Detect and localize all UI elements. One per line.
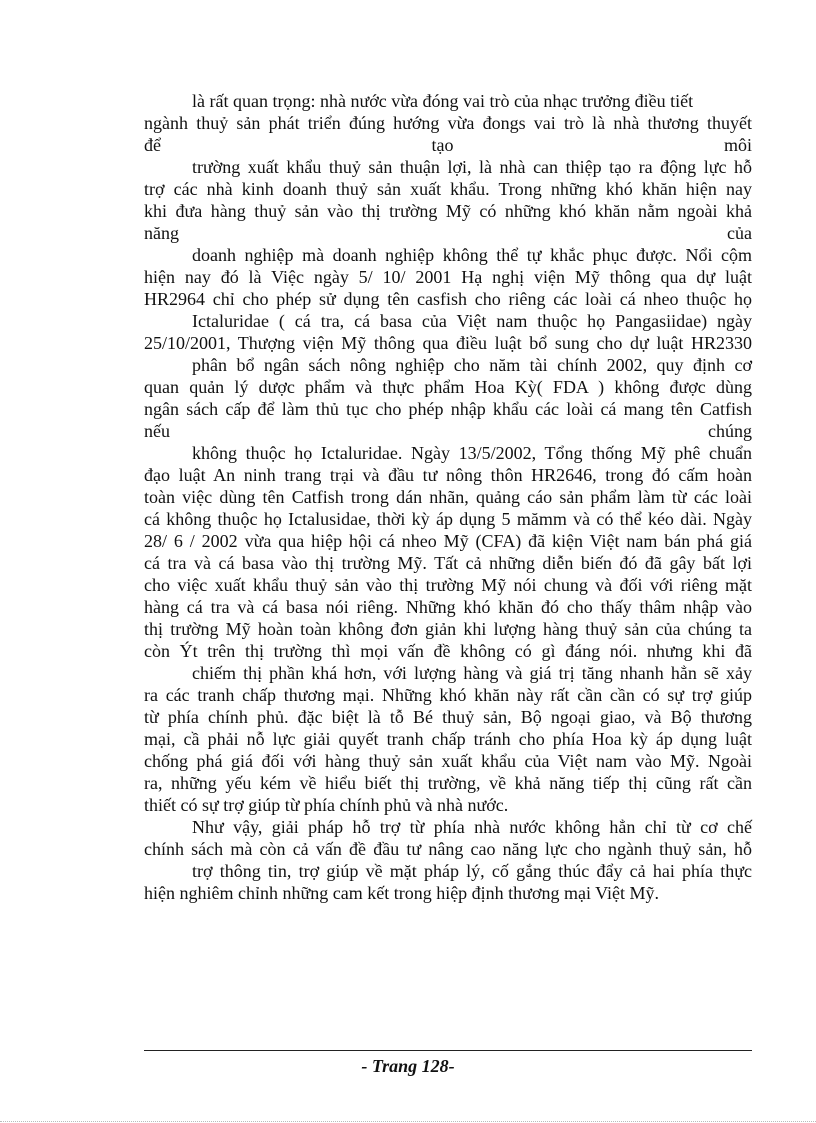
text-line: thị trường Mỹ hoàn toàn không đơn giản khi lượng hàng thuỷ sản của chúng ta — [144, 619, 752, 639]
text-word: để — [144, 135, 161, 155]
footer-divider — [144, 1050, 752, 1051]
text-word: tạo — [431, 135, 454, 155]
text-line: doanh nghiệp mà doanh nghiệp không thể tự khắc phục được. Nổi cộm — [192, 245, 752, 265]
text-line: toàn việc dùng tên Catfish trong dán nhãn, quảng cáo sản phẩm làm từ các loài — [144, 487, 752, 507]
text-line: từ phía chính phủ. đặc biệt là tỗ Bé thuỷ sản, Bộ ngoại giao, và Bộ thương — [144, 707, 752, 727]
text-line: quan quản lý dược phẩm và thực phẩm Hoa Kỳ( FDA ) không được dùng — [144, 377, 752, 397]
text-line: cá không thuộc họ Ictalusidae, thời kỳ áp dụng 5 mămm và có thể kéo dài. Ngày — [144, 509, 752, 529]
text-line: mại, cầ phải nỗ lực giải quyết tranh chấp tránh cho phía Hoa kỳ áp dụng luật — [144, 729, 752, 749]
text-line: ngân sách cấp để làm thủ tục cho phép nhập khẩu các loài cá mang tên Catfish — [144, 399, 752, 419]
text-word: năng — [144, 223, 179, 243]
text-line: hiện nghiêm chỉnh những cam kết trong hiệp định thương mại Việt Mỹ. — [144, 883, 660, 903]
text-line: trợ các nhà kinh doanh thuỷ sản xuất khẩu. Trong những khó khăn hiện nay — [144, 179, 752, 199]
text-line: ngành thuỷ sản phát triển đúng hướng vừa đongs vai trò là nhà thương thuyết — [144, 113, 752, 133]
text-line: thiết có sự trợ giúp từ phía chính phủ và nhà nước. — [144, 795, 509, 815]
text-line: ra các tranh chấp thương mại. Những khó khăn này rất cần cần có sự trợ giúp — [144, 685, 752, 705]
text-line: hiện nay đó là Việc ngày 5/ 10/ 2001 Hạ nghị viện Mỹ thông qua dự luật — [144, 267, 752, 287]
text-line: trợ thông tin, trợ giúp về mặt pháp lý, cố gắng thúc đẩy cả hai phía thực — [192, 861, 752, 881]
page-bottom-border — [0, 1121, 816, 1122]
text-line-split — [144, 420, 752, 442]
text-line: Ictaluridae ( cá tra, cá basa của Việt nam thuộc họ Pangasiidae) ngày — [192, 311, 752, 331]
text-line: phân bổ ngân sách nông nghiệp cho năm tài chính 2002, quy định cơ — [192, 355, 752, 375]
text-word: của — [727, 223, 752, 243]
text-line: không thuộc họ Ictaluridae. Ngày 13/5/2002, Tổng thống Mỹ phê chuẩn — [192, 443, 752, 463]
text-line: 25/10/2001, Thượng viện Mỹ thông qua điều luật bổ sung cho dự luật HR2330 — [144, 333, 752, 353]
text-line: chống phá giá đối với hàng thuỷ sản xuất khẩu của Việt nam vào Mỹ. Ngoài — [144, 751, 752, 771]
text-line: cá tra và cá basa vào thị trường Mỹ. Tất cả những diễn biến đó đã gây bất lợi — [144, 553, 752, 573]
text-line-split — [144, 222, 752, 244]
text-word: môi — [723, 135, 752, 155]
text-line: chiếm thị phần khá hơn, với lượng hàng và giá trị tăng nhanh hẳn sẽ xảy — [192, 663, 752, 683]
text-line: HR2964 chỉ cho phép sử dụng tên casfish cho riêng các loài cá nheo thuộc họ — [144, 289, 752, 309]
text-line: đạo luật An ninh trang trại và đầu tư nông thôn HR2646, trong đó cấm hoàn — [144, 465, 752, 485]
text-line: Như vậy, giải pháp hỗ trợ từ phía nhà nước không hẳn chỉ từ cơ chế — [192, 817, 752, 837]
text-line: chính sách mà còn cả vấn đề đầu tư nâng cao năng lực cho ngành thuỷ sản, hỗ — [144, 839, 752, 859]
text-word: chúng — [708, 421, 752, 441]
page-number: - Trang 128- — [361, 1056, 455, 1076]
text-word: nếu — [144, 421, 170, 441]
text-line-split — [144, 134, 752, 156]
text-line: hàng cá tra và cá basa nói riêng. Những khó khăn đó cho thấy thâm nhập vào — [144, 597, 752, 617]
text-line: trường xuất khẩu thuỷ sản thuận lợi, là nhà can thiệp tạo ra động lực hỗ — [192, 157, 752, 177]
text-line: ra, những yếu kém về hiểu biết thị trường, về khả năng tiếp thị cũng rất cần — [144, 773, 752, 793]
text-line: cho việc xuất khẩu thuỷ sản vào thị trường Mỹ nói chung và đối với riêng mặt — [144, 575, 752, 595]
text-line: 28/ 6 / 2002 vừa qua hiệp hội cá nheo Mỹ (CFA) đã kiện Việt nam bán phá giá — [144, 531, 752, 551]
text-line: còn Ýt trên thị trường thì mọi vấn đề không có gì đáng nói. nhưng khi đã — [144, 641, 752, 661]
text-line: là rất quan trọng: nhà nước vừa đóng vai trò của nhạc trưởng điều tiết — [192, 91, 694, 111]
text-line: khi đưa hàng thuỷ sản vào thị trường Mỹ có những khó khăn nằm ngoài khả — [144, 201, 752, 221]
